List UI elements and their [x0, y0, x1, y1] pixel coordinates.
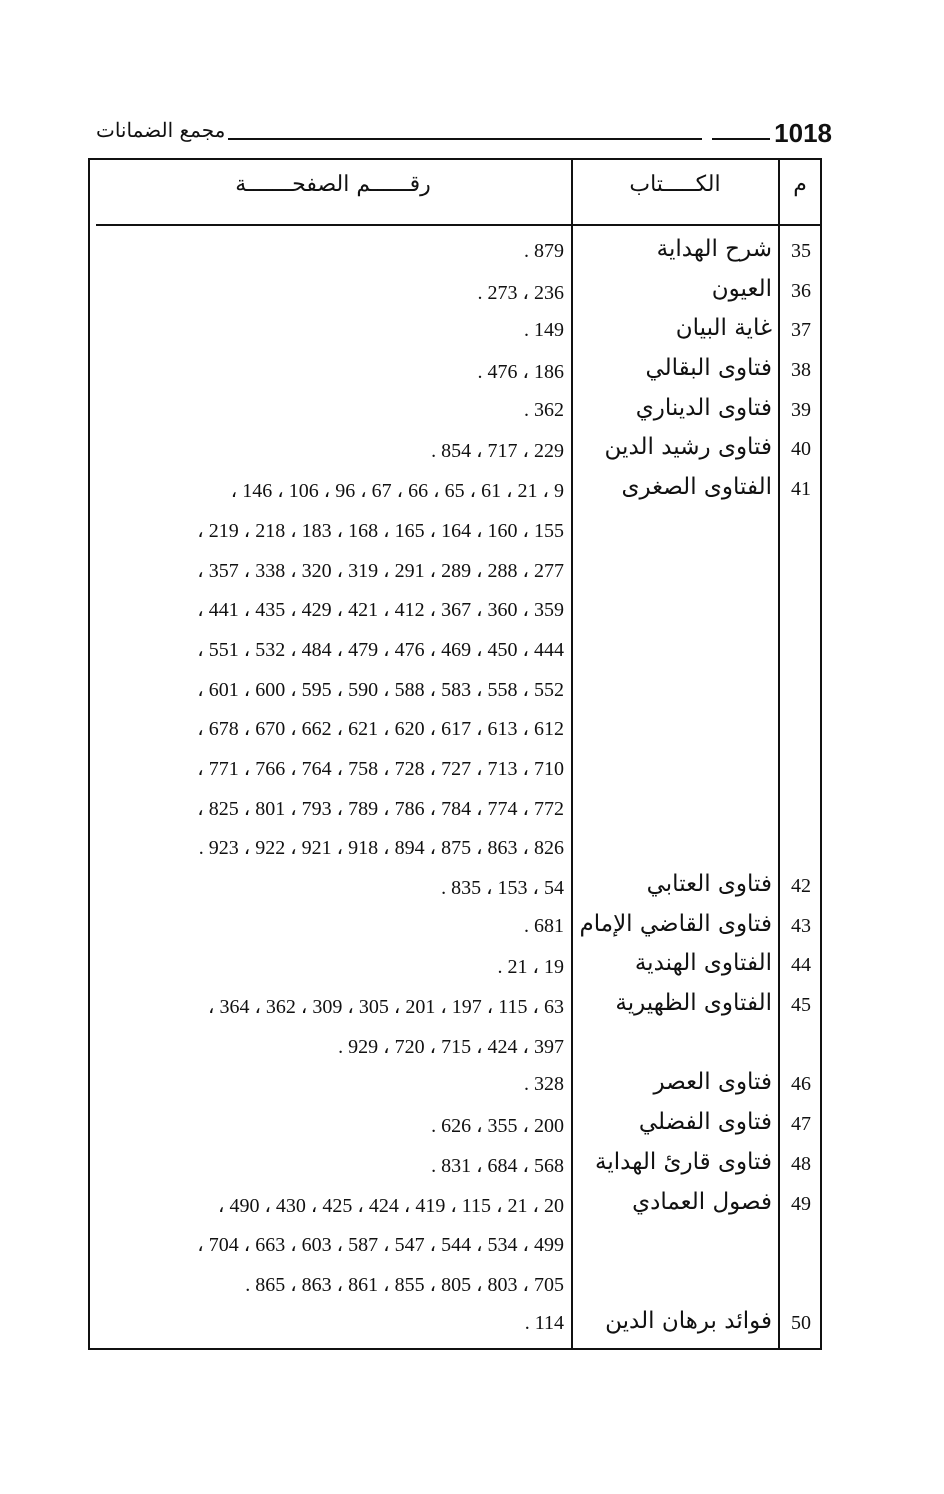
- page-references: 879 .: [524, 240, 564, 262]
- table-row: [88, 1067, 822, 1107]
- book-name: فتاوى رشيد الدين: [604, 434, 772, 461]
- book-name: فصول العمادي: [632, 1188, 772, 1215]
- row-number: 50: [791, 1311, 811, 1334]
- table-row: [88, 1187, 822, 1227]
- page-references: 149 .: [524, 319, 564, 342]
- row-number: 49: [791, 1192, 811, 1215]
- row-number: 40: [791, 438, 811, 461]
- column-header-pages: رقــــــم الصفحـــــــة: [235, 172, 431, 197]
- column-header-book: الكـــــتاب: [629, 172, 721, 197]
- table-row: [88, 234, 822, 274]
- book-name: الفتاوى الهندية: [634, 950, 772, 977]
- row-number: 36: [791, 279, 811, 302]
- table-row: [88, 988, 822, 1028]
- book-name: فتاوى العتابي: [646, 871, 772, 897]
- page-references: 444 ، 450 ، 469 ، 476 ، 479 ، 484 ، 532 ، 551 ،: [197, 638, 564, 661]
- book-name: فوائد برهان الدين: [605, 1307, 772, 1334]
- book-name: فتاوى الفضلي: [638, 1109, 772, 1136]
- table-row: [88, 1147, 822, 1187]
- page-references: 229 ، 717 ، 854 .: [431, 440, 564, 463]
- page-references: 9 ، 21 ، 61 ، 65 ، 66 ، 67 ، 96 ، 106 ، 146 ،: [230, 480, 564, 503]
- running-book-title: مجمع الضمانات: [96, 118, 226, 142]
- page-references: 612 ، 613 ، 617 ، 620 ، 621 ، 662 ، 670 ، 678 ،: [197, 718, 564, 741]
- row-number: 37: [791, 319, 811, 342]
- table-row: [88, 1306, 822, 1346]
- book-name: الفتاوى الصغرى: [621, 474, 772, 501]
- book-name: غاية البيان: [675, 315, 772, 342]
- table-row: [88, 790, 822, 830]
- table-row: [88, 1028, 822, 1068]
- row-number: 41: [791, 478, 811, 501]
- table-row: [88, 591, 822, 631]
- header-divider: [96, 224, 822, 226]
- book-name: الفتاوى الظهيرية: [615, 990, 772, 1017]
- page-references: 552 ، 558 ، 583 ، 588 ، 590 ، 595 ، 600 ، 601 ،: [197, 678, 564, 701]
- page-number: 1018: [774, 118, 832, 148]
- page-references: 186 ، 476 .: [477, 361, 564, 384]
- page-references: 236 ، 273 .: [477, 281, 564, 304]
- page-references: 19 ، 21 .: [497, 956, 564, 979]
- book-name: فتاوى الديناري: [635, 394, 772, 421]
- row-number: 47: [791, 1113, 811, 1136]
- book-name: شرح الهداية: [656, 236, 772, 262]
- page-references: 277 ، 288 ، 289 ، 291 ، 319 ، 320 ، 338 ، 357 ،: [197, 559, 564, 582]
- page-references: 54 ، 153 ، 835 .: [441, 877, 564, 899]
- page-header: [96, 114, 832, 158]
- page-references: 328 .: [524, 1073, 564, 1096]
- row-number: 35: [791, 240, 811, 262]
- page-references: 362 .: [524, 398, 564, 421]
- row-number: 44: [791, 954, 811, 977]
- row-number: 46: [791, 1073, 811, 1096]
- table-row: [88, 1107, 822, 1147]
- page-references: 200 ، 355 ، 626 .: [431, 1115, 564, 1138]
- page-references: 826 ، 863 ، 875 ، 894 ، 918 ، 921 ، 922 ، 923 .: [198, 837, 564, 860]
- table-row: [88, 432, 822, 472]
- book-name: العيون: [711, 275, 772, 302]
- page-references: 63 ، 115 ، 197 ، 201 ، 305 ، 309 ، 362 ، 364 ،: [207, 996, 564, 1019]
- table-row: [88, 869, 822, 909]
- column-header-number: م: [793, 172, 807, 197]
- page-references: 155 ، 160 ، 164 ، 165 ، 168 ، 183 ، 218 ، 219 ،: [197, 519, 564, 542]
- row-number: 38: [791, 359, 811, 382]
- table-row: [88, 552, 822, 592]
- book-name: فتاوى القاضي الإمام: [579, 910, 772, 937]
- table-row: [88, 353, 822, 393]
- table-row: [88, 829, 822, 869]
- table-row: [88, 512, 822, 552]
- table-row: [88, 313, 822, 353]
- page-references: 114 .: [524, 1311, 564, 1334]
- table-row: [88, 909, 822, 949]
- book-name: فتاوى البقالي: [645, 355, 772, 382]
- header-rule-left: [228, 138, 702, 140]
- book-name: فتاوى قارئ الهداية: [595, 1148, 772, 1175]
- table-row: [88, 631, 822, 671]
- table-row: [88, 472, 822, 512]
- table-row: [88, 274, 822, 314]
- page-references: 397 ، 424 ، 715 ، 720 ، 929 .: [338, 1035, 564, 1058]
- table-body: [88, 234, 822, 1345]
- page-references: 681 .: [524, 914, 564, 937]
- page-references: 772 ، 774 ، 784 ، 786 ، 789 ، 793 ، 801 ، 825 ،: [197, 797, 564, 820]
- table-row: [88, 393, 822, 433]
- page-references: 705 ، 803 ، 805 ، 855 ، 861 ، 863 ، 865 .: [245, 1273, 564, 1296]
- page-references: 710 ، 713 ، 727 ، 728 ، 758 ، 764 ، 766 ، 771 ،: [197, 757, 564, 780]
- table-row: [88, 750, 822, 790]
- page-references: 359 ، 360 ، 367 ، 412 ، 421 ، 429 ، 435 ، 441 ،: [197, 599, 564, 622]
- row-number: 42: [791, 875, 811, 897]
- row-number: 39: [791, 398, 811, 421]
- table-row: [88, 1266, 822, 1306]
- page-references: 20 ، 21 ، 115 ، 419 ، 424 ، 425 ، 430 ، 490 ،: [217, 1194, 564, 1217]
- index-table: [88, 158, 822, 1350]
- header-rule-right: [712, 138, 770, 140]
- table-row: [88, 671, 822, 711]
- row-number: 43: [791, 914, 811, 937]
- table-row: [88, 710, 822, 750]
- table-row: [88, 1226, 822, 1266]
- table-row: [88, 948, 822, 988]
- page-references: 499 ، 534 ، 544 ، 547 ، 587 ، 603 ، 663 ، 704 ،: [197, 1234, 564, 1257]
- book-name: فتاوى العصر: [653, 1069, 772, 1096]
- row-number: 48: [791, 1152, 811, 1175]
- row-number: 45: [791, 994, 811, 1017]
- page-references: 568 ، 684 ، 831 .: [431, 1154, 564, 1177]
